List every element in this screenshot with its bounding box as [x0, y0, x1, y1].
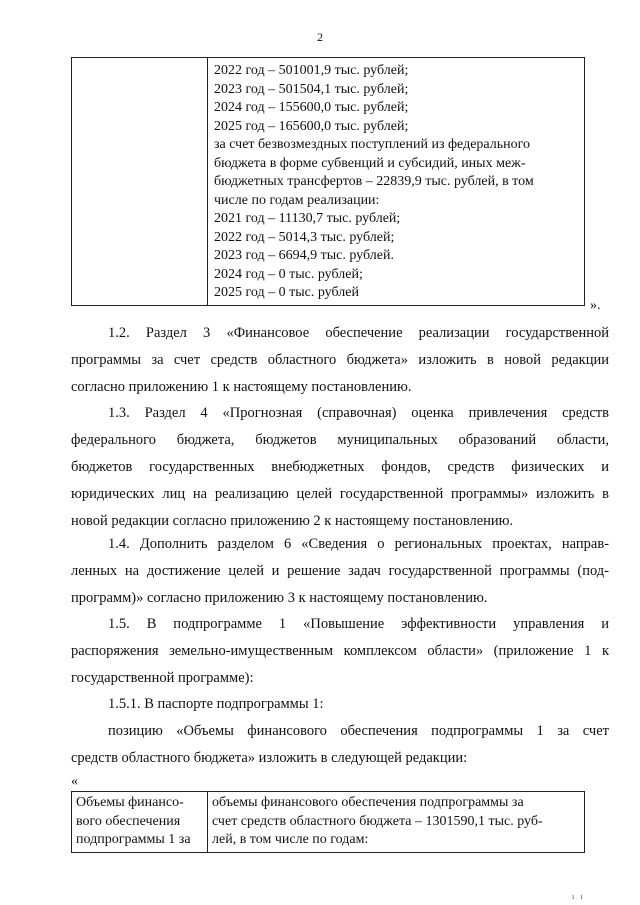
paragraph-1-3	[71, 400, 609, 535]
opening-quote: «	[71, 774, 78, 789]
paragraph-1-4	[71, 531, 609, 612]
table-line: лей, в том числе по годам:	[212, 832, 369, 847]
table-line: подпрограммы 1 за	[76, 832, 191, 847]
paragraph-line: программ)» согласно приложению 3 к настоящему постановлению.	[71, 590, 488, 606]
table-line: числе по годам реализации:	[214, 192, 380, 208]
paragraph-1-2	[71, 320, 609, 401]
paragraph-line: юридических лиц на реализацию целей государственной программы» изложить в	[71, 486, 609, 502]
paragraph-line: 1.3. Раздел 4 «Прогнозная (справочная) оценка привлечения средств	[108, 405, 609, 421]
table-line: объемы финансового обеспечения подпрограммы за	[212, 795, 524, 810]
table-line: 2025 год – 165600,0 тыс. рублей;	[214, 118, 409, 134]
paragraph-position	[71, 718, 609, 772]
paragraph-line: 1.5. В подпрограмме 1 «Повышение эффективности управления и	[108, 616, 609, 632]
page-number: 2	[317, 30, 323, 44]
paragraph-line: 1.5.1. В паспорте подпрограммы 1:	[108, 696, 324, 712]
paragraph-line: позицию «Объемы финансового обеспечения подпрограммы 1 за счет	[108, 723, 609, 739]
table-line: 2024 год – 155600,0 тыс. рублей;	[214, 100, 409, 115]
table-line: 2025 год – 0 тыс. рублей	[214, 285, 359, 300]
table-line: 2024 год – 0 тыс. рублей;	[214, 266, 363, 282]
table-left-cell	[72, 792, 208, 853]
table-line: бюджета в форме субвенций и субсидий, иных меж-	[214, 155, 526, 171]
table-right-cell	[208, 792, 585, 853]
table-line: 2023 год – 6694,9 тыс. рублей.	[214, 248, 394, 263]
paragraph-line: 1.2. Раздел 3 «Финансовое обеспечение реализации государственной	[108, 325, 609, 341]
table-line: 2021 год – 11130,7 тыс. рублей;	[214, 211, 401, 226]
paragraph-line: новой редакции согласно приложению 2 к настоящему постановлению.	[71, 513, 514, 529]
table-line: 2023 год – 501504,1 тыс. рублей;	[214, 81, 409, 97]
table-right-cell	[208, 58, 585, 306]
table-line: за счет безвозмездных поступлений из федерального	[214, 137, 531, 152]
paragraph-line: согласно приложению 1 к настоящему постановлению.	[71, 379, 412, 395]
paragraph-1-5	[71, 611, 609, 692]
paragraph-line: федерального бюджета, бюджетов муниципальных образований области,	[71, 432, 609, 448]
closing-quote: ».	[590, 298, 601, 313]
financing-table-continued	[71, 57, 585, 306]
paragraph-line: программы за счет средств областного бюджета» изложить в новой редакции	[71, 352, 609, 368]
paragraph-line: государственной программе):	[71, 670, 254, 686]
paragraph-line: распоряжения земельно-имущественным комплексом области» (приложение 1 к	[71, 643, 609, 659]
table-line: Объемы финансо-	[76, 795, 184, 810]
paragraph-line: средств областного бюджета» изложить в следующей редакции:	[71, 750, 468, 766]
scan-mark: ı ı	[572, 892, 585, 901]
table-line: бюджетных трансфертов – 22839,9 тыс. рублей, в том	[214, 174, 534, 189]
table-line: вого обеспечения	[76, 813, 181, 829]
table-line: 2022 год – 501001,9 тыс. рублей;	[214, 63, 409, 78]
paragraph-line: бюджетов государственных внебюджетных фондов, средств физических и	[71, 459, 609, 475]
paragraph-line: ленных на достижение целей и решение задач государственной программы (под-	[71, 563, 609, 579]
paragraph-1-5-1	[71, 691, 609, 718]
financing-table-new	[71, 791, 585, 853]
table-left-cell	[72, 58, 208, 306]
table-line: счет средств областного бюджета – 1301590,1 тыс. руб-	[212, 813, 543, 829]
paragraph-line: 1.4. Дополнить разделом 6 «Сведения о региональных проектах, направ-	[108, 536, 609, 552]
table-line: 2022 год – 5014,3 тыс. рублей;	[214, 229, 395, 245]
